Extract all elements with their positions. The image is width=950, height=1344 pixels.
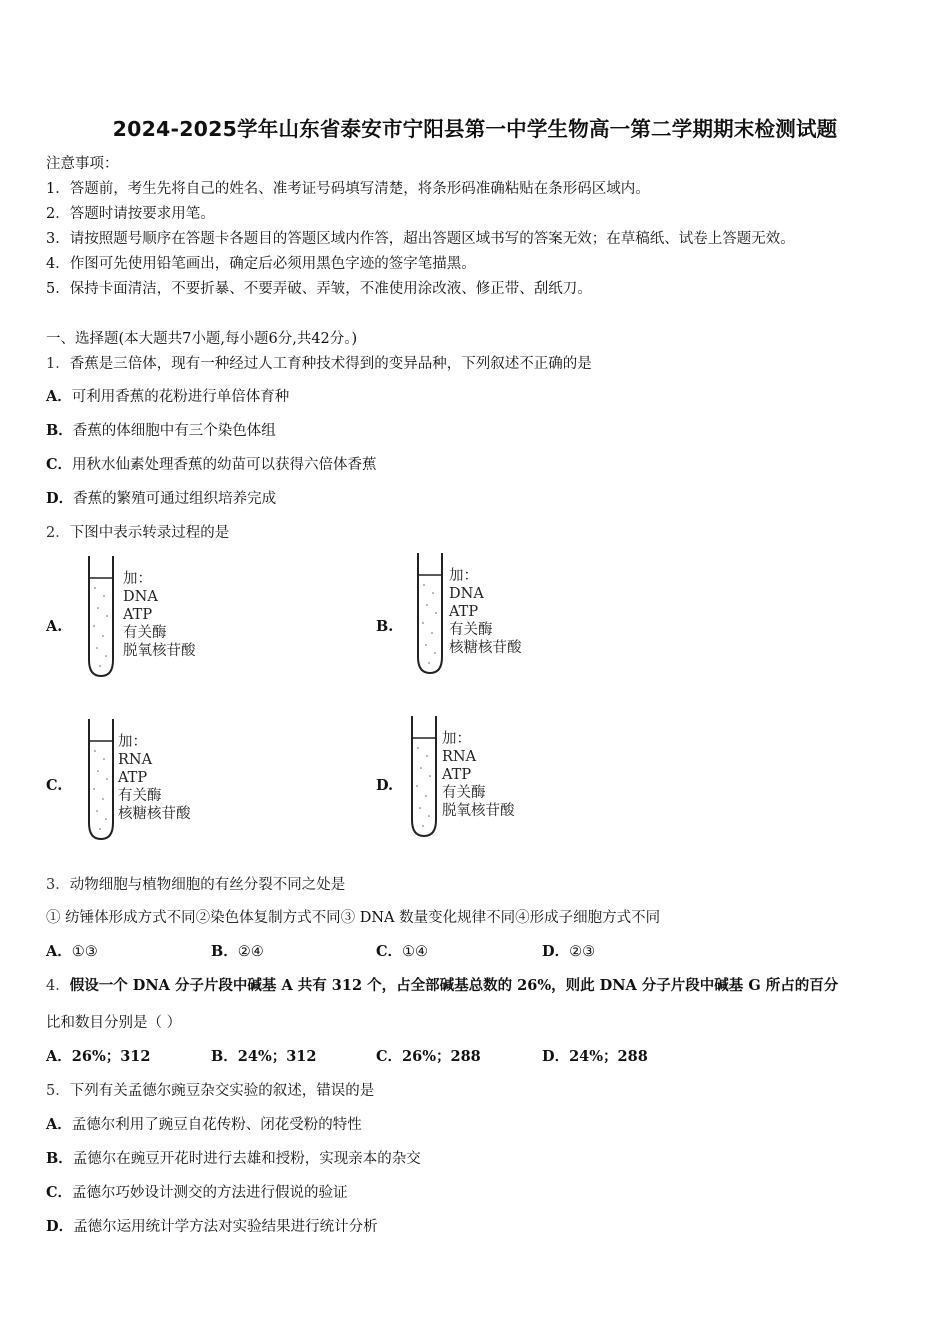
option-label: B． — [211, 1048, 238, 1065]
option-text: 孟德尔运用统计学方法对实验结果进行统计分析 — [73, 1219, 378, 1235]
tube-b-contents — [449, 567, 522, 657]
tube-line: 加： — [442, 731, 471, 747]
q1-option-b — [46, 419, 276, 440]
tube-a-contents — [123, 570, 196, 660]
q1-option-c — [46, 453, 377, 474]
question-stem: 香蕉是三倍体，现有一种经过人工育种技术得到的变异品种，下列叙述不正确的是 — [69, 356, 592, 372]
option-label: C． — [376, 1048, 403, 1065]
tube-line: 有关酶 — [123, 625, 167, 641]
question-1 — [46, 352, 592, 373]
tube-line: 脱氧核苷酸 — [442, 803, 515, 819]
notice-item: 4．作图可先使用铅笔画出，确定后必须用黑色字迹的签字笔描黑。 — [46, 256, 476, 272]
q4-option-a — [46, 1045, 151, 1066]
option-label: A． — [46, 1048, 72, 1065]
option-label: B． — [46, 422, 73, 439]
q1-option-a — [46, 385, 289, 406]
tube-line: 加： — [123, 571, 152, 587]
option-text: ②④ — [237, 944, 264, 960]
question-number: 3． — [46, 877, 70, 893]
tube-line: ATP — [123, 607, 153, 623]
q5-option-c — [46, 1181, 348, 1202]
q4-stem-continued: 比和数目分别是（ ） — [46, 1015, 182, 1031]
option-text: 用秋水仙素处理香蕉的幼苗可以获得六倍体香蕉 — [72, 457, 377, 473]
tube-line: ATP — [118, 770, 148, 786]
test-tube-c — [84, 719, 118, 843]
test-tube-d — [407, 716, 441, 840]
option-text: 孟德尔利用了豌豆自花传粉、闭花受粉的特性 — [71, 1117, 362, 1133]
option-label: B． — [46, 1150, 73, 1167]
tube-line: 有关酶 — [449, 622, 493, 638]
q4-option-c — [376, 1045, 481, 1066]
option-text: ②③ — [569, 944, 596, 960]
test-tube-a — [84, 556, 118, 680]
page-title: 2024-2025学年山东省泰安市宁阳县第一中学生物高一第二学期期末检测试题 — [112, 117, 838, 141]
question-2 — [46, 521, 229, 542]
option-text: 24%；312 — [237, 1048, 317, 1065]
option-label: D． — [542, 1048, 570, 1065]
option-label: C． — [376, 943, 403, 960]
option-text: 26%；288 — [402, 1048, 481, 1065]
question-4 — [46, 974, 838, 995]
q3-option-d — [542, 940, 595, 961]
option-label: A． — [46, 388, 72, 405]
option-text: 可利用香蕉的花粉进行单倍体育种 — [71, 389, 290, 405]
option-text: ①④ — [402, 944, 429, 960]
q2-option-c-label: C. — [46, 777, 63, 794]
tube-line: 加： — [449, 568, 478, 584]
notice-item: 2．答题时请按要求用笔。 — [46, 206, 215, 222]
q5-option-b — [46, 1147, 421, 1168]
option-label: D． — [542, 943, 570, 960]
tube-line: RNA — [118, 752, 153, 768]
test-tube-b — [413, 553, 447, 677]
q3-option-c — [376, 940, 428, 961]
option-text: ①③ — [71, 944, 98, 960]
tube-line: 核糖核苷酸 — [449, 640, 522, 656]
option-text: 香蕉的体细胞中有三个染色体组 — [72, 423, 276, 439]
q2-option-a-label: A. — [46, 618, 63, 635]
q5-option-a — [46, 1113, 362, 1134]
question-number: 5． — [46, 1083, 70, 1099]
tube-c-contents — [118, 733, 191, 823]
tube-line: 核糖核苷酸 — [118, 806, 191, 822]
tube-line: 加： — [118, 734, 147, 750]
option-text: 孟德尔在豌豆开花时进行去雄和授粉，实现亲本的杂交 — [72, 1151, 421, 1167]
question-stem: 下列有关孟德尔豌豆杂交实验的叙述，错误的是 — [69, 1083, 375, 1099]
notice-heading: 注意事项： — [46, 156, 119, 172]
tube-line: 有关酶 — [442, 785, 486, 801]
option-label: A． — [46, 943, 72, 960]
q2-option-d-label: D. — [376, 777, 394, 794]
q3-option-a — [46, 940, 98, 961]
q1-option-d — [46, 487, 276, 508]
question-3 — [46, 873, 345, 894]
tube-line: ATP — [449, 604, 479, 620]
tube-d-contents — [442, 730, 515, 820]
q4-option-b — [211, 1045, 317, 1066]
question-5 — [46, 1079, 374, 1100]
tube-line: 脱氧核苷酸 — [123, 643, 196, 659]
tube-line: ATP — [442, 767, 472, 783]
q2-option-b-label: B. — [376, 618, 394, 635]
option-label: B． — [211, 943, 238, 960]
tube-line: RNA — [442, 749, 477, 765]
option-label: C． — [46, 1184, 73, 1201]
tube-line: DNA — [123, 589, 158, 605]
notice-item: 1．答题前，考生先将自己的姓名、准考证号码填写清楚，将条形码准确粘贴在条形码区域内。 — [46, 181, 650, 197]
option-label: C． — [46, 456, 73, 473]
option-text: 孟德尔巧妙设计测交的方法进行假说的验证 — [72, 1185, 348, 1201]
q5-option-d — [46, 1215, 378, 1236]
tube-line: 有关酶 — [118, 788, 162, 804]
q3-option-b — [211, 940, 264, 961]
question-number: 4． — [46, 978, 70, 994]
option-text: 26%；312 — [71, 1048, 151, 1065]
tube-line: DNA — [449, 586, 484, 602]
question-stem: 动物细胞与植物细胞的有丝分裂不同之处是 — [69, 877, 346, 893]
option-label: A． — [46, 1116, 72, 1133]
option-text: 24%；288 — [569, 1048, 648, 1065]
option-label: D． — [46, 1218, 74, 1235]
notice-item: 5．保持卡面清洁，不要折暴、不要弄破、弄皱，不准使用涂改液、修正带、刮纸刀。 — [46, 281, 592, 297]
question-stem: 假设一个 DNA 分子片段中碱基 A 共有 312 个，占全部碱基总数的 26%，则此 DNA 分子片段中碱基 G 所占的百分 — [69, 977, 839, 994]
notice-item: 3．请按照题号顺序在答题卡各题目的答题区域内作答，超出答题区域书写的答案无效；在草稿纸、试卷上答题无效。 — [46, 231, 795, 247]
question-number: 2． — [46, 525, 70, 541]
section-heading: 一、选择题(本大题共7小题,每小题6分,共42分。) — [46, 331, 358, 347]
question-number: 1． — [46, 356, 70, 372]
question-stem: 下图中表示转录过程的是 — [69, 525, 230, 541]
option-label: D． — [46, 490, 74, 507]
q4-option-d — [542, 1045, 648, 1066]
option-text: 香蕉的繁殖可通过组织培养完成 — [73, 491, 277, 507]
q3-statement: ① 纺锤体形成方式不同②染色体复制方式不同③ DNA 数量变化规律不同④形成子细胞方式不同 — [46, 910, 661, 926]
